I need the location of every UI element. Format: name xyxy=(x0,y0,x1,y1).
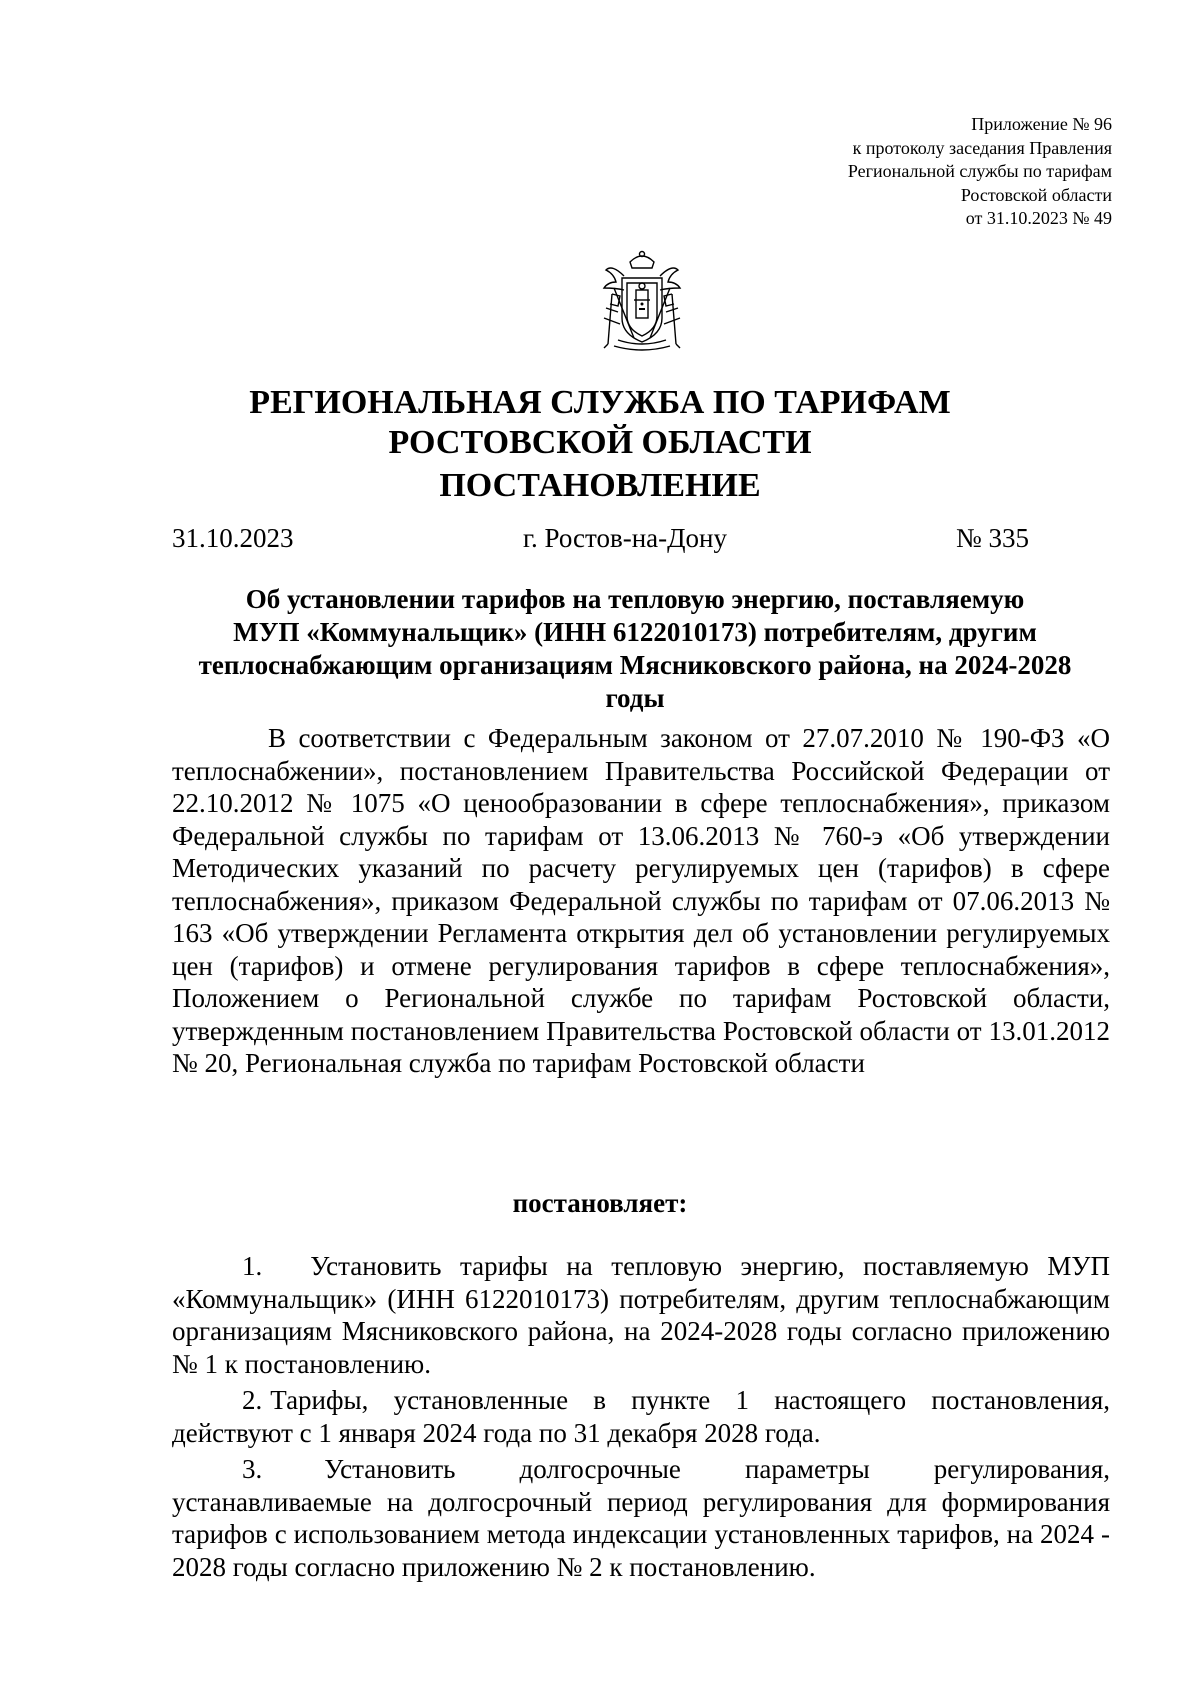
appendix-line: Региональной службы по тарифам xyxy=(847,161,1112,181)
preamble-paragraph: В соответствии с Федеральным законом от 27.07.2010 № 190-ФЗ «О теплоснабжении», постановлением Правительства Российской Федерации от 22.10.2012 № 1075 «О ценообразовании в сфере теплоснабжения», приказом Федеральной службы по тарифам от 13.06.2013 № 760-э «Об утверждении Методических указаний по расчету регулируемых цен (тарифов) в сфере теплоснабжения», приказом Федеральной службы по тарифам от 07.06.2013 № 163 «Об утверждении Регламента открытия дел об установлении регулируемых цен (тарифов) и отмене регулирования тарифов в сфере теплоснабжения», Положением о Региональной службе по тарифам Ростовской области, утвержденным постановлением Правительства Ростовской области от 13.01.2012 № 20, Региональная служба по тарифам Ростовской области xyxy=(172,723,1110,1078)
decree-item xyxy=(172,1384,1110,1449)
appendix-line: Приложение № 96 xyxy=(971,114,1112,134)
item-text: Установить тарифы на тепловую энергию, поставляемую МУП «Коммунальщик» (ИНН 6122010173) потребителям, другим теплоснабжающим организациям Мясниковского района, на 2024-2028 годы согласно приложению № 1 к постановлению. xyxy=(172,1251,1110,1379)
document-date: 31.10.2023 xyxy=(172,523,294,553)
item-number: 1. xyxy=(242,1251,263,1281)
decree-word: постановляет: xyxy=(512,1188,688,1218)
appendix-line: от 31.10.2023 № 49 xyxy=(965,208,1112,228)
organization-title-line: РЕГИОНАЛЬНАЯ СЛУЖБА ПО ТАРИФАМ xyxy=(249,384,951,421)
subject-line: годы xyxy=(605,683,665,713)
decree-item xyxy=(172,1453,1110,1583)
subject-line: Об установлении тарифов на тепловую энергию, поставляемую xyxy=(245,584,1025,614)
item-number: 2. xyxy=(242,1385,263,1415)
document-subject xyxy=(160,583,1110,715)
subject-line: МУП «Коммунальщик» (ИНН 6122010173) потребителям, другим xyxy=(233,617,1037,647)
document-meta-row xyxy=(172,520,1029,556)
coat-of-arms-rostov-icon xyxy=(594,248,690,354)
item-text: Установить долгосрочные параметры регулирования, устанавливаемые на долгосрочный период регулирования для формирования тарифов с использованием метода индексации установленных тарифов, на 2024 - 2028 годы согласно приложению № 2 к постановлению. xyxy=(172,1454,1110,1582)
item-text: Тарифы, установленные в пункте 1 настоящего постановления, действуют с 1 января 2024 года по 31 декабря 2028 года. xyxy=(172,1385,1110,1448)
appendix-line: к протоколу заседания Правления xyxy=(852,137,1112,158)
document-city: г. Ростов-на-Дону xyxy=(523,523,728,553)
decree-item xyxy=(172,1250,1110,1380)
decree-items xyxy=(172,1250,1110,1587)
organization-title-line: РОСТОВСКОЙ ОБЛАСТИ xyxy=(388,424,812,461)
item-number: 3. xyxy=(242,1454,263,1484)
appendix-line: Ростовской области xyxy=(960,184,1112,205)
document-type: ПОСТАНОВЛЕНИЕ xyxy=(439,467,761,504)
document-number: № 335 xyxy=(955,523,1029,553)
subject-line: теплоснабжающим организациям Мясниковского района, на 2024-2028 xyxy=(198,650,1072,680)
appendix-note xyxy=(848,113,1112,231)
organization-title xyxy=(0,383,1200,463)
